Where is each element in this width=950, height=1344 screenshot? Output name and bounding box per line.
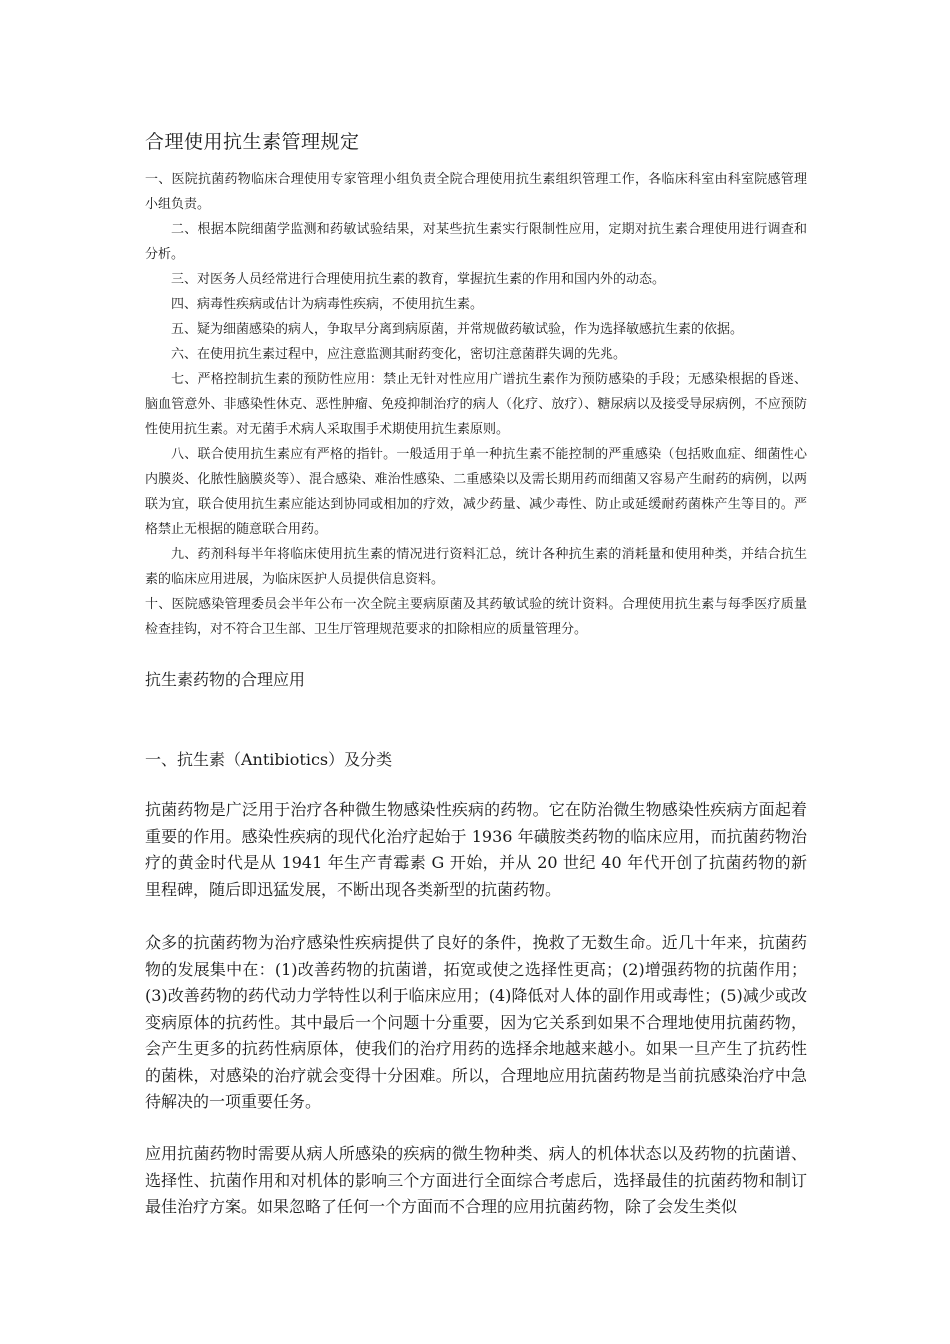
body-paragraph: 应用抗菌药物时需要从病人所感染的疾病的微生物种类、病人的机体状态以及药物的抗菌谱、选择性、抗菌作用和对机体的影响三个方面进行全面综合考虑后，选择最佳的抗菌药物和制订最佳治疗方案。如果忽略了任何一个方面而不合理的应用抗菌药物，除了会发生类似 — [145, 1144, 807, 1216]
rule-item: 九、药剂科每半年将临床使用抗生素的情况进行资料汇总，统计各种抗生素的消耗量和使用种类，并结合抗生素的临床应用进展，为临床医护人员提供信息资料。 — [145, 547, 807, 587]
rule-item: 七、严格控制抗生素的预防性应用：禁止无针对性应用广谱抗生素作为预防感染的手段；无感染根据的昏迷、脑血管意外、非感染性休克、恶性肿瘤、免疫抑制治疗的病人（化疗、放疗）、糖尿病以及接受导尿病例，不应预防性使用抗生素。对无菌手术病人采取围手术期使用抗生素原则。 — [145, 372, 807, 437]
body-paragraph: 众多的抗菌药物为治疗感染性疾病提供了良好的条件，挽救了无数生命。近几十年来，抗菌药物的发展集中在：(1)改善药物的抗菌谱，拓宽或使之选择性更高；(2)增强药物的抗菌作用；(3)改善药物的药代动力学特性以利于临床应用；(4)降低对人体的副作用或毒性；(5)减少或改变病原体的抗药性。其中最后一个问题十分重要，因为它关系到如果不合理地使用抗菌药物，会产生更多的抗药性病原体，使我们的治疗用药的选择余地越来越小。如果一旦产生了抗药性的菌株，对感染的治疗就会变得十分困难。所以，合理地应用抗菌药物是当前抗感染治疗中急待解决的一项重要任务。 — [145, 933, 807, 1111]
section-title: 抗生素药物的合理应用 — [145, 670, 306, 689]
rule-item: 十、医院感染管理委员会半年公布一次全院主要病原菌及其药敏试验的统计资料。合理使用抗生素与每季医疗质量检查挂钩，对不符合卫生部、卫生厅管理规范要求的扣除相应的质量管理分。 — [145, 597, 807, 637]
rule-item: 二、根据本院细菌学监测和药敏试验结果，对某些抗生素实行限制性应用，定期对抗生素合理使用进行调查和分析。 — [145, 222, 807, 262]
rule-item: 八、联合使用抗生素应有严格的指针。一般适用于单一种抗生素不能控制的严重感染（包括败血症、细菌性心内膜炎、化脓性脑膜炎等）、混合感染、难治性感染、二重感染以及需长期用药而细菌又容易产生耐药的病例，以两联为宜，联合使用抗生素应能达到协同或相加的疗效，减少药量、减少毒性、防止或延缓耐药菌株产生等目的。严格禁止无根据的随意联合用药。 — [145, 447, 807, 537]
document-title: 合理使用抗生素管理规定 — [145, 131, 360, 153]
body-paragraph: 抗菌药物是广泛用于治疗各种微生物感染性疾病的药物。它在防治微生物感染性疾病方面起着重要的作用。感染性疾病的现代化治疗起始于 1936 年磺胺类药物的临床应用，而抗菌药物治疗的黄金时代是从 1941 年生产青霉素 G 开始，并从 20 世纪 40 年代开创了抗菌药物的新里程碑，随后即迅猛发展，不断出现各类新型的抗菌药物。 — [145, 800, 807, 899]
rule-item: 六、在使用抗生素过程中，应注意监测其耐药变化，密切注意菌群失调的先兆。 — [171, 347, 627, 362]
rule-item: 一、医院抗菌药物临床合理使用专家管理小组负责全院合理使用抗生素组织管理工作，各临床科室由科室院感管理小组负责。 — [145, 172, 807, 212]
subsection-title: 一、抗生素（Antibiotics）及分类 — [145, 750, 393, 769]
rule-item: 三、对医务人员经常进行合理使用抗生素的教育，掌握抗生素的作用和国内外的动态。 — [171, 272, 666, 287]
rule-item: 五、疑为细菌感染的病人，争取早分离到病原菌，并常规做药敏试验，作为选择敏感抗生素的依据。 — [171, 322, 744, 337]
rules-list — [145, 167, 807, 642]
rule-item: 四、病毒性疾病或估计为病毒性疾病，不使用抗生素。 — [171, 297, 484, 312]
